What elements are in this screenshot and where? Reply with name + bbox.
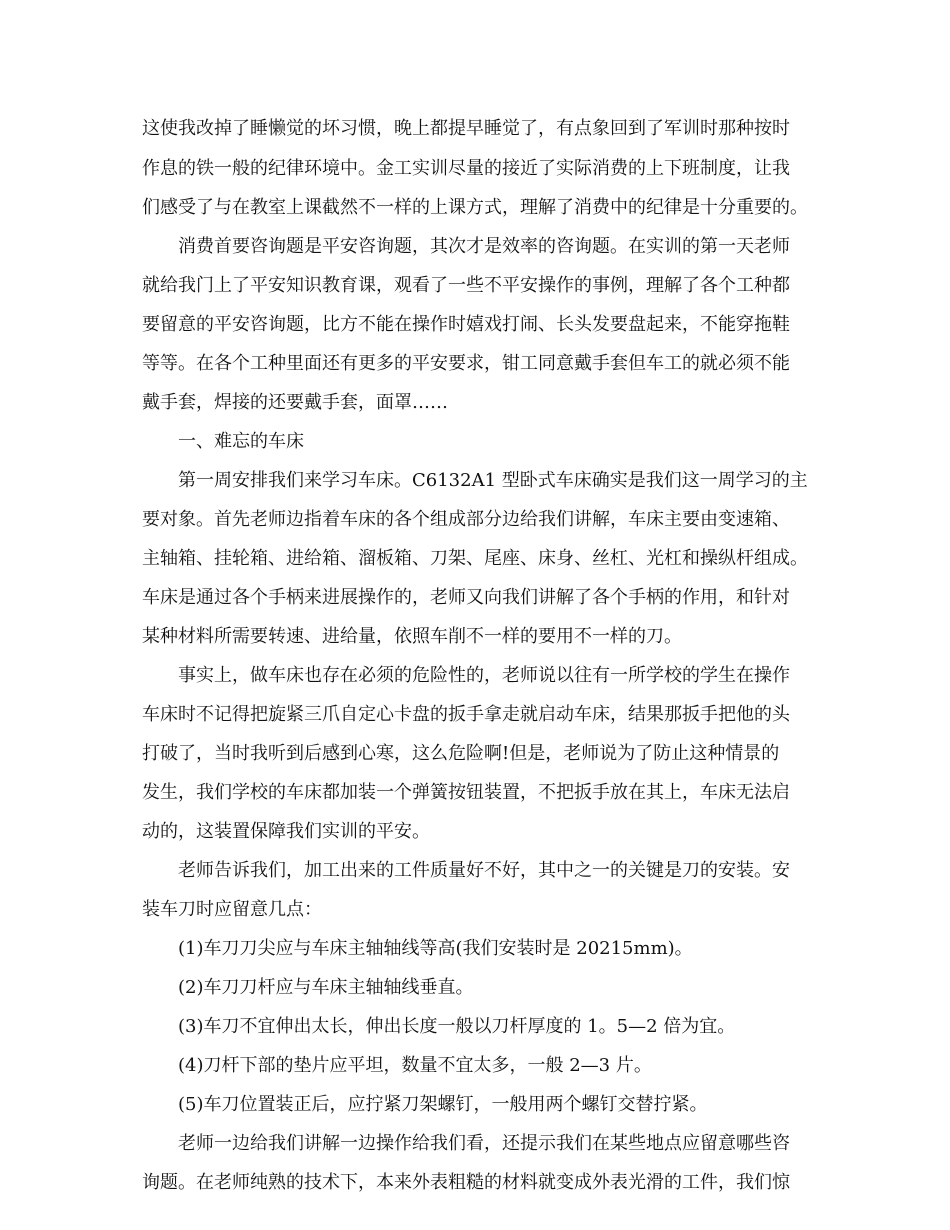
- list-item: (5)车刀位置装正后，应拧紧刀架螺钉，一般用两个螺钉交替拧紧。: [178, 1094, 708, 1115]
- text-line: 要对象。首先老师边指着车床的各个组成部分边给我们讲解，车床主要由变速箱、: [142, 509, 790, 530]
- text-line: 车床是通过各个手柄来进展操作的，老师又向我们讲解了各个手柄的作用，和针对: [142, 587, 790, 608]
- text-line: 某种材料所需要转速、进给量，依照车削不一样的要用不一样的刀。: [142, 626, 682, 647]
- list-item: (1)车刀刀尖应与车床主轴轴线等高(我们安装时是 20215mm)。: [178, 938, 693, 959]
- list-item: (3)车刀不宜伸出太长，伸出长度一般以刀杆厚度的 1。5—2 倍为宜。: [178, 1016, 736, 1037]
- section-heading: 一、难忘的车床: [178, 431, 304, 452]
- text-line: 这使我改掉了睡懒觉的坏习惯，晚上都提早睡觉了，有点象回到了军训时那种按时: [142, 118, 790, 139]
- text-line: 主轴箱、挂轮箱、进给箱、溜板箱、刀架、尾座、床身、丝杠、光杠和操纵杆组成。: [142, 548, 808, 569]
- text-line: 要留意的平安咨询题，比方不能在操作时嬉戏打闹、长头发要盘起来，不能穿拖鞋: [142, 314, 790, 335]
- text-line: 事实上，做车床也存在必须的危险性的，老师说以往有一所学校的学生在操作: [178, 665, 790, 686]
- text-line: 就给我门上了平安知识教育课，观看了一些不平安操作的事例，理解了各个工种都: [142, 275, 790, 296]
- text-line: 发生，我们学校的车床都加装一个弹簧按钮装置，不把扳手放在其上，车床无法启: [142, 782, 790, 803]
- list-item: (2)车刀刀杆应与车床主轴轴线垂直。: [178, 977, 474, 998]
- text-line: 老师告诉我们，加工出来的工件质量好不好，其中之一的关键是刀的安装。安: [178, 860, 790, 881]
- text-line: 装车刀时应留意几点：: [142, 899, 322, 920]
- text-line: 们感受了与在教室上课截然不一样的上课方式，理解了消费中的纪律是十分重要的。: [142, 197, 808, 218]
- text-line: 老师一边给我们讲解一边操作给我们看，还提示我们在某些地点应留意哪些咨: [178, 1133, 790, 1154]
- text-line: 第一周安排我们来学习车床。C6132A1 型卧式车床确实是我们这一周学习的主: [178, 470, 808, 491]
- text-line: 询题。在老师纯熟的技术下，本来外表粗糙的材料就变成外表光滑的工件，我们惊: [142, 1172, 790, 1193]
- text-line: 动的，这装置保障我们实训的平安。: [142, 821, 430, 842]
- text-line: 等等。在各个工种里面还有更多的平安要求，钳工同意戴手套但车工的就必须不能: [142, 353, 790, 374]
- text-line: 打破了，当时我听到后感到心寒，这么危险啊!但是，老师说为了防止这种情景的: [142, 743, 780, 764]
- list-item: (4)刀杆下部的垫片应平坦，数量不宜太多，一般 2—3 片。: [178, 1055, 652, 1076]
- text-line: 戴手套，焊接的还要戴手套，面罩……: [142, 392, 448, 413]
- text-line: 作息的铁一般的纪律环境中。金工实训尽量的接近了实际消费的上下班制度，让我: [142, 158, 790, 179]
- text-line: 车床时不记得把旋紧三爪自定心卡盘的扳手拿走就启动车床，结果那扳手把他的头: [142, 704, 790, 725]
- text-line: 消费首要咨询题是平安咨询题，其次才是效率的咨询题。在实训的第一天老师: [178, 236, 790, 257]
